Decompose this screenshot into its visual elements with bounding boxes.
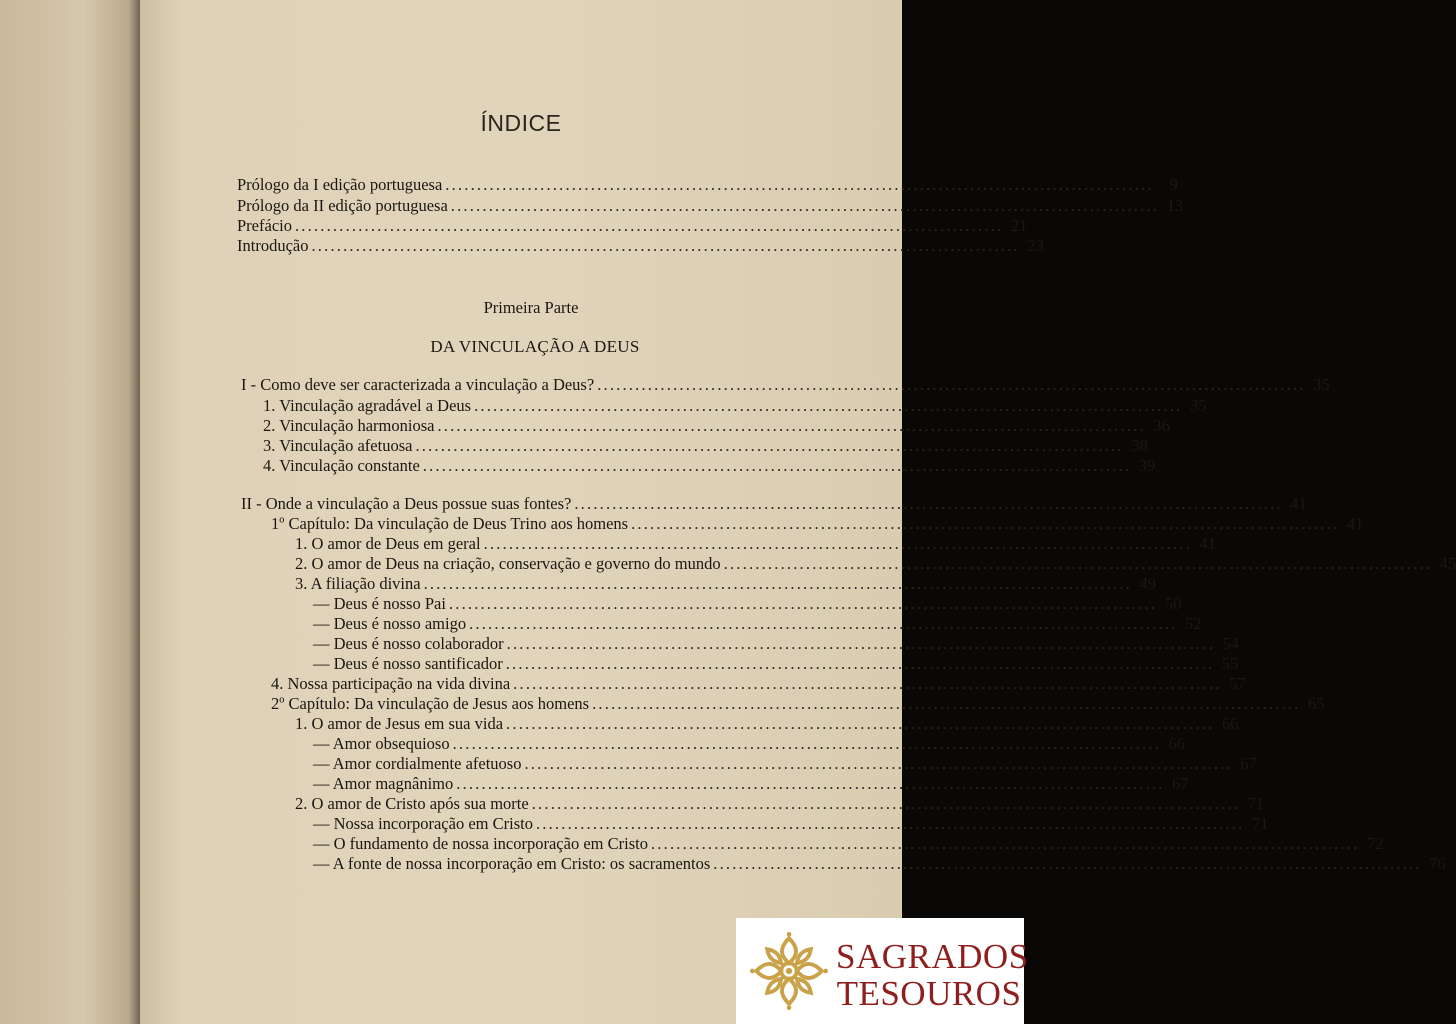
toc-entry: — Amor cordialmente afetuoso ................................................................................................................ 67: [313, 754, 1257, 773]
toc-entry: 1. O amor de Deus em geral ................................................................................................................ 41: [295, 534, 1216, 553]
toc-entry: — Amor magnânimo ................................................................................................................ 67: [313, 774, 1189, 793]
toc-entry: Prólogo da II edição portuguesa ................................................................................................................ 13: [237, 196, 1184, 215]
toc-entry: Prefácio ................................................................................................................ 21: [237, 216, 1028, 235]
toc-entry: 4. Vinculação constante ................................................................................................................ 39: [263, 456, 1156, 475]
toc-entry: — A fonte de nossa incorporação em Cristo: os sacramentos ................................................................................................................ 76: [313, 854, 1446, 873]
toc-entry: 4. Nossa participação na vida divina ................................................................................................................ 57: [271, 674, 1246, 693]
part-title: DA VINCULAÇÃO A DEUS: [430, 337, 640, 356]
part-label: Primeira Parte: [483, 298, 579, 317]
watermark-logo: [736, 918, 1029, 1024]
toc-entry: — Deus é nosso Pai ................................................................................................................ 50: [313, 594, 1182, 613]
toc-entry: Introdução ................................................................................................................ 23: [237, 236, 1044, 255]
toc-entry: 1. Vinculação agradável a Deus ................................................................................................................ 35: [263, 396, 1207, 415]
watermark-text: [836, 937, 1029, 1013]
ornament-icon: [750, 932, 828, 1010]
toc-entry: II - Onde a vinculação a Deus possue suas fontes? ................................................................................................................ 41: [241, 494, 1307, 513]
toc-entry: 2º Capítulo: Da vinculação de Jesus aos homens ................................................................................................................ 65: [271, 694, 1325, 713]
left-page-edge: [0, 0, 140, 1024]
watermark-line-1: SAGRADOS: [836, 937, 1029, 976]
toc-entry: — Deus é nosso amigo ................................................................................................................ 52: [313, 614, 1202, 633]
toc-entry: 2. O amor de Cristo após sua morte ................................................................................................................ 71: [295, 794, 1265, 813]
page-title: ÍNDICE: [480, 110, 562, 136]
toc-entry: 3. A filiação divina ................................................................................................................ 49: [295, 574, 1156, 593]
toc-entry: Prólogo da I edição portuguesa ................................................................................................................ 9: [237, 175, 1178, 194]
toc-entry: I - Como deve ser caracterizada a vinculação a Deus? ................................................................................................................ 35: [241, 375, 1330, 394]
toc-entry: 2. Vinculação harmoniosa ................................................................................................................ 36: [263, 416, 1170, 435]
toc-entry: 1º Capítulo: Da vinculação de Deus Trino aos homens ................................................................................................................ 41: [271, 514, 1364, 533]
toc-entry: — Deus é nosso santificador ................................................................................................................ 55: [313, 654, 1239, 673]
toc-entry: 2. O amor de Deus na criação, conservação e governo do mundo ................................................................................................................ 45: [295, 554, 1456, 573]
toc-entry: 3. Vinculação afetuosa ................................................................................................................ 38: [263, 436, 1148, 455]
toc-entry: — O fundamento de nossa incorporação em Cristo ................................................................................................................ 72: [313, 834, 1384, 853]
watermark-line-2: TESOUROS: [836, 974, 1022, 1013]
toc-entry: — Amor obsequioso ................................................................................................................ 66: [313, 734, 1185, 753]
toc-entry: — Nossa incorporação em Cristo ................................................................................................................ 71: [313, 814, 1269, 833]
toc-entry: — Deus é nosso colaborador ................................................................................................................ 54: [313, 634, 1240, 653]
toc-entry: 1. O amor de Jesus em sua vida ................................................................................................................ 66: [295, 714, 1239, 733]
